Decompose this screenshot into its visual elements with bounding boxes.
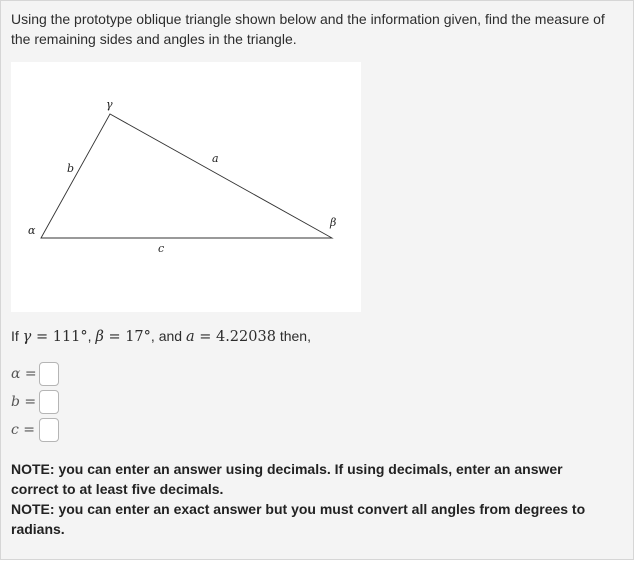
label-a: a xyxy=(212,152,219,165)
b-input[interactable] xyxy=(39,390,59,414)
label-gamma: γ xyxy=(106,98,113,111)
given-suffix: then, xyxy=(279,328,311,344)
note-exact: NOTE: you can enter an exact answer but you must convert all angles from degrees to radians. xyxy=(11,501,586,537)
given-and: and xyxy=(158,328,183,344)
label-beta: β xyxy=(330,216,337,229)
answer-label-c: c = xyxy=(11,422,36,438)
alpha-input[interactable] xyxy=(39,362,59,386)
triangle-figure xyxy=(11,62,361,312)
label-b: b xyxy=(67,162,75,175)
c-input[interactable] xyxy=(39,418,59,442)
given-beta: β = 17° xyxy=(95,329,151,345)
given-gamma: γ = 111° xyxy=(22,329,88,345)
answer-row-b xyxy=(11,389,59,415)
label-alpha: α xyxy=(28,224,36,237)
question-text: Using the prototype oblique triangle shown below and the information given, find the measure of the remaining sides and angles in the triangle. xyxy=(11,11,605,47)
notes xyxy=(11,459,611,539)
label-c: c xyxy=(158,242,165,255)
answer-row-alpha xyxy=(11,361,59,387)
answer-row-c xyxy=(11,417,59,443)
triangle-outline xyxy=(41,114,332,238)
answer-label-b: b = xyxy=(11,394,37,410)
given-a: a = 4.22038 xyxy=(185,329,276,345)
triangle-diagram xyxy=(11,62,361,312)
given-info: If γ = 111°, β = 17°, and a = 4.22038 then, xyxy=(11,328,311,345)
answer-label-alpha: α = xyxy=(11,366,37,382)
given-prefix: If xyxy=(11,328,19,344)
note-decimals: NOTE: you can enter an answer using decimals. If using decimals, enter an answer correct to at least five decimals. xyxy=(11,461,563,497)
